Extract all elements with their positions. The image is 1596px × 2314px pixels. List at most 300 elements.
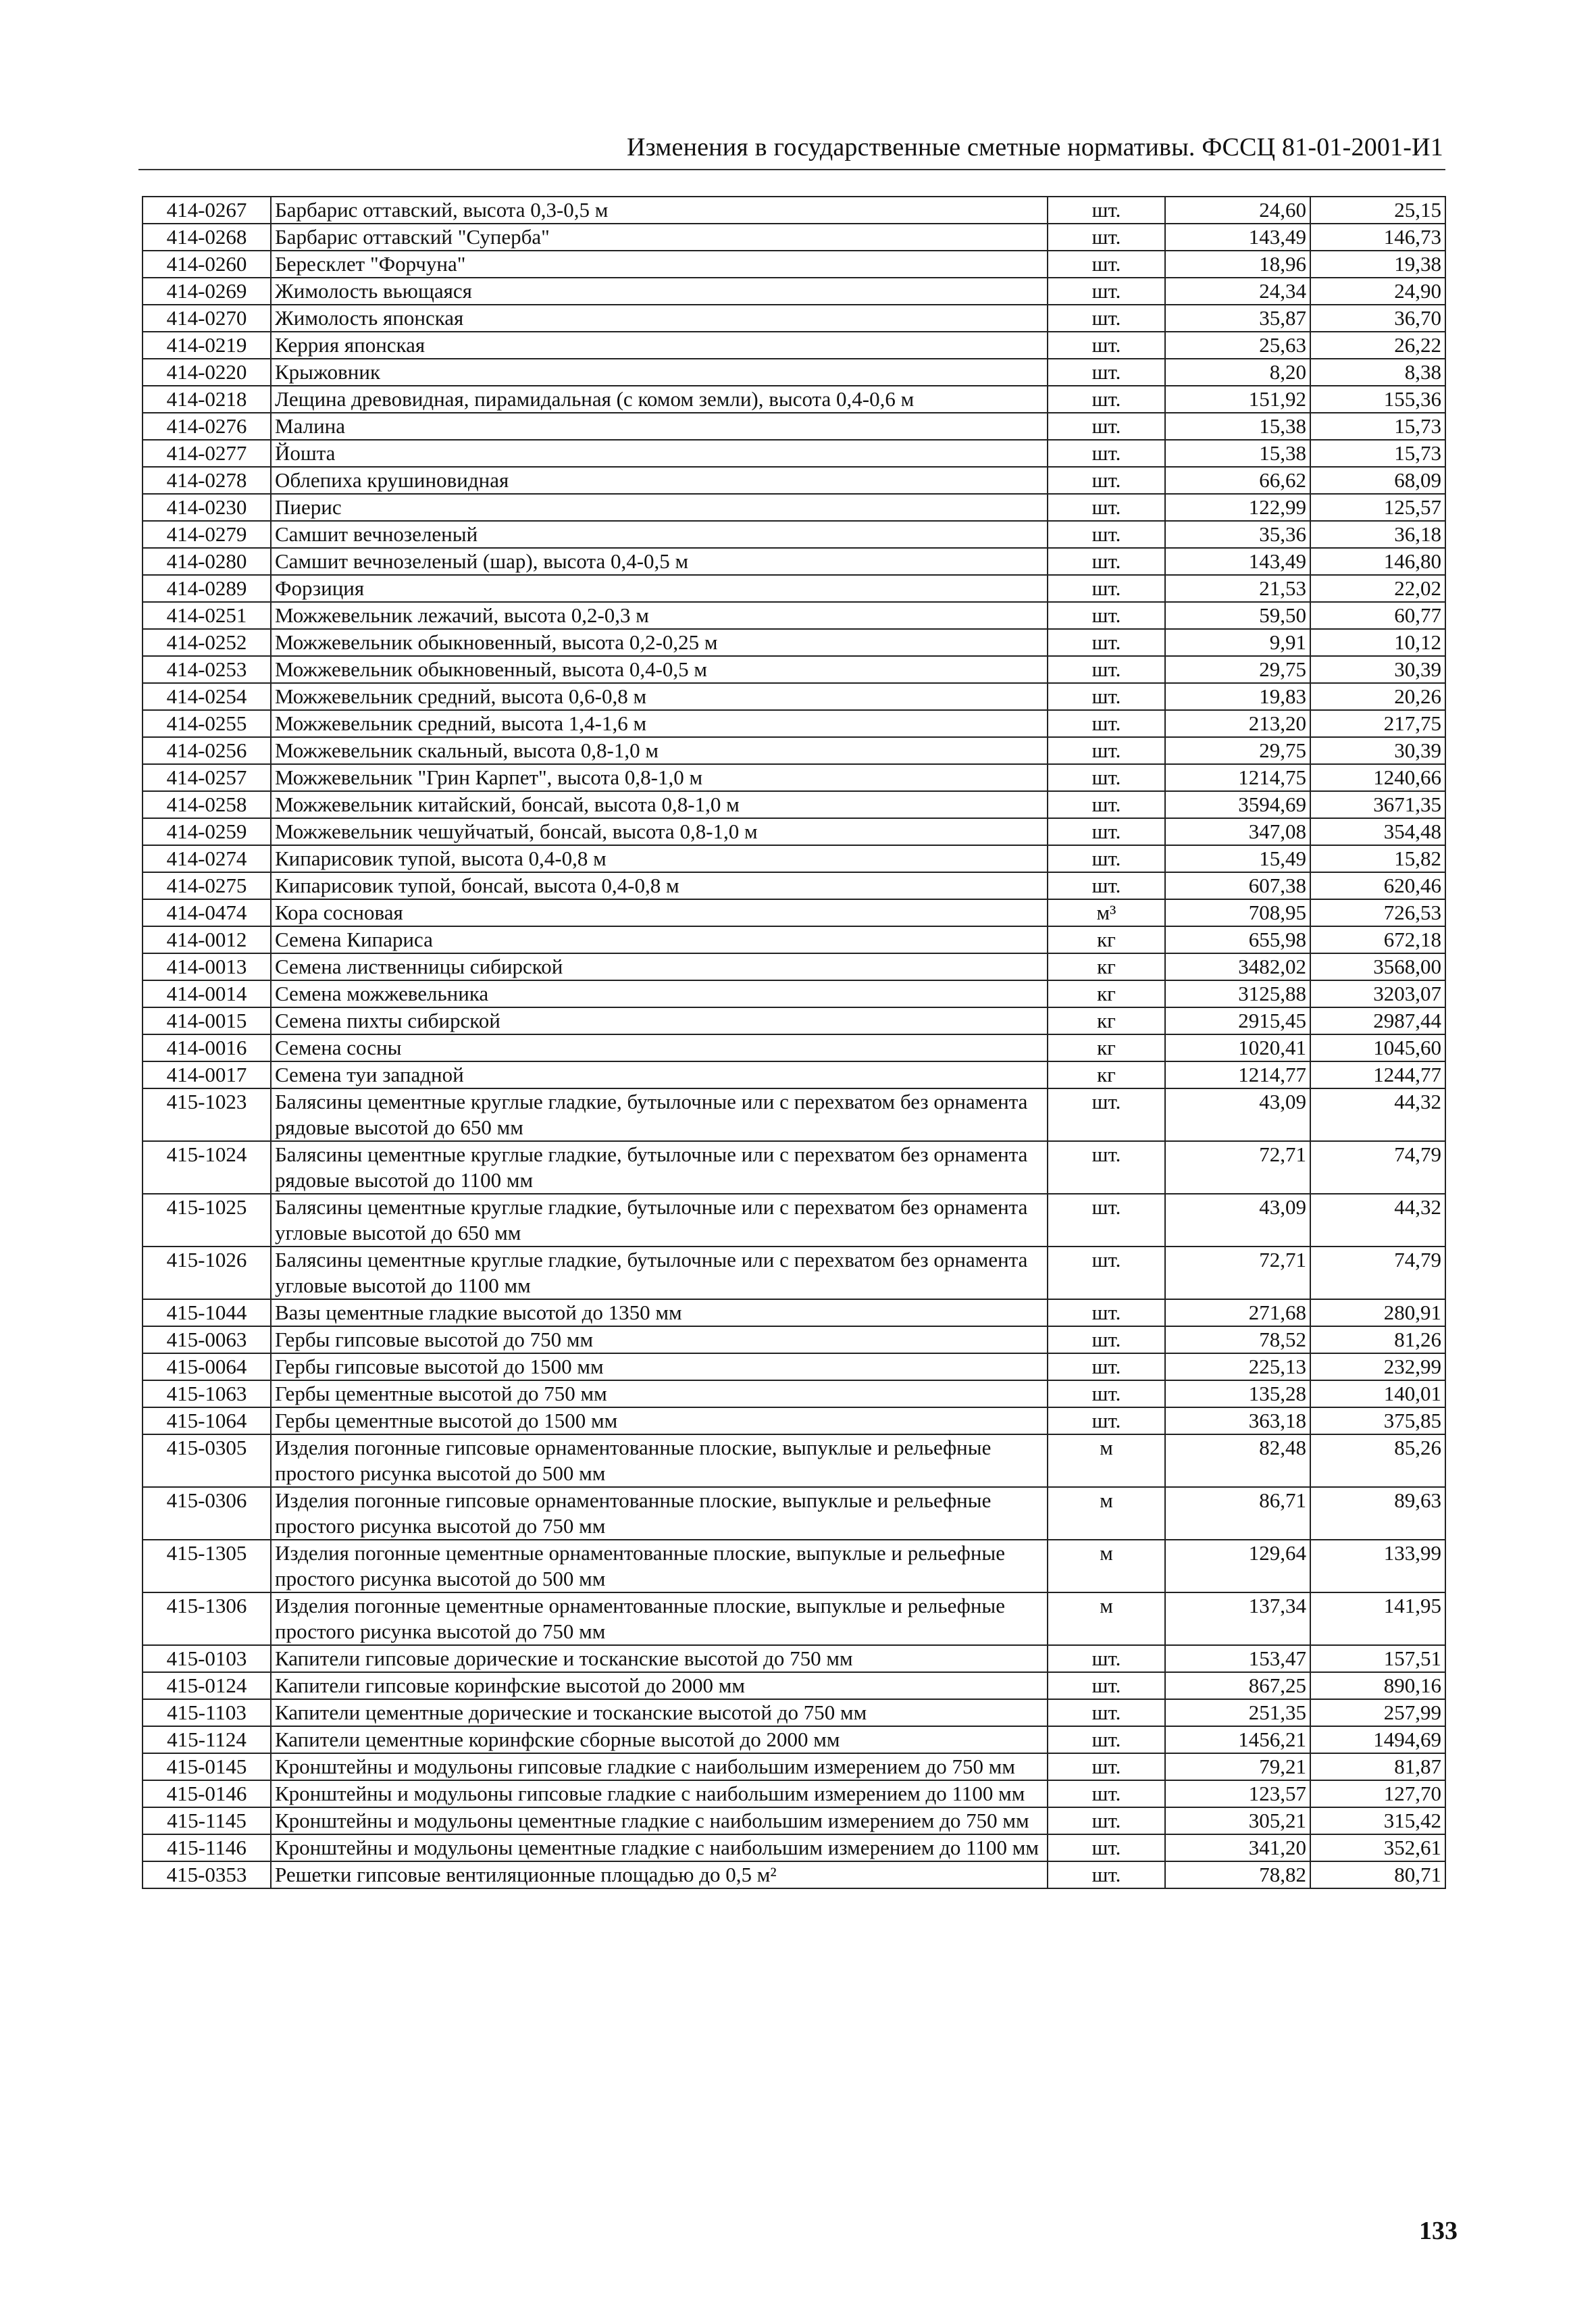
row-price-1: 3594,69	[1165, 791, 1310, 818]
row-price-1: 15,49	[1165, 845, 1310, 872]
table-row	[143, 1326, 1445, 1353]
table-row	[143, 791, 1445, 818]
row-price-2: 36,18	[1310, 521, 1445, 548]
row-price-1: 24,60	[1165, 197, 1310, 224]
row-name: Малина	[271, 413, 1048, 440]
row-price-2: 1494,69	[1310, 1726, 1445, 1753]
row-name: Кронштейны и модульоны цементные гладкие с наибольшим измерением до 1100 мм	[271, 1834, 1048, 1861]
row-price-1: 66,62	[1165, 467, 1310, 494]
row-price-1: 137,34	[1165, 1592, 1310, 1645]
table-row	[143, 1672, 1445, 1699]
row-name: Можжевельник чешуйчатый, бонсай, высота 0,8-1,0 м	[271, 818, 1048, 845]
row-price-1: 607,38	[1165, 872, 1310, 899]
table-row	[143, 386, 1445, 413]
row-unit: шт.	[1048, 1407, 1165, 1434]
table-row	[143, 602, 1445, 629]
table-row	[143, 1061, 1445, 1088]
row-price-2: 726,53	[1310, 899, 1445, 926]
row-unit: шт.	[1048, 413, 1165, 440]
row-name: Гербы цементные высотой до 1500 мм	[271, 1407, 1048, 1434]
row-price-2: 60,77	[1310, 602, 1445, 629]
row-code: 415-1146	[143, 1834, 271, 1861]
row-name: Семена Кипариса	[271, 926, 1048, 953]
table-row	[143, 548, 1445, 575]
row-unit: шт.	[1048, 872, 1165, 899]
row-price-1: 25,63	[1165, 332, 1310, 359]
table-row	[143, 1780, 1445, 1807]
row-price-1: 213,20	[1165, 710, 1310, 737]
table-row	[143, 359, 1445, 386]
row-unit: шт.	[1048, 1645, 1165, 1672]
row-price-2: 620,46	[1310, 872, 1445, 899]
row-price-2: 74,79	[1310, 1247, 1445, 1299]
row-code: 414-0017	[143, 1061, 271, 1088]
row-price-1: 18,96	[1165, 251, 1310, 278]
table-row	[143, 1834, 1445, 1861]
row-unit: кг	[1048, 980, 1165, 1007]
row-price-2: 157,51	[1310, 1645, 1445, 1672]
row-unit: кг	[1048, 1061, 1165, 1088]
row-unit: шт.	[1048, 278, 1165, 305]
row-name: Семена сосны	[271, 1034, 1048, 1061]
row-unit: шт.	[1048, 467, 1165, 494]
row-unit: шт.	[1048, 305, 1165, 332]
row-code: 414-0474	[143, 899, 271, 926]
row-name: Кронштейны и модульоны гипсовые гладкие с наибольшим измерением до 750 мм	[271, 1753, 1048, 1780]
row-code: 415-1103	[143, 1699, 271, 1726]
row-unit: шт.	[1048, 548, 1165, 575]
row-name: Кронштейны и модульоны гипсовые гладкие с наибольшим измерением до 1100 мм	[271, 1780, 1048, 1807]
row-price-2: 140,01	[1310, 1380, 1445, 1407]
row-price-2: 19,38	[1310, 251, 1445, 278]
row-code: 415-0063	[143, 1326, 271, 1353]
row-code: 414-0274	[143, 845, 271, 872]
row-name: Гербы гипсовые высотой до 1500 мм	[271, 1353, 1048, 1380]
row-name: Балясины цементные круглые гладкие, бутылочные или с перехватом без орнамента угловые высотой до 1100 мм	[271, 1247, 1048, 1299]
row-unit: шт.	[1048, 629, 1165, 656]
table-row	[143, 1407, 1445, 1434]
row-price-1: 153,47	[1165, 1645, 1310, 1672]
row-unit: кг	[1048, 926, 1165, 953]
row-name: Можжевельник скальный, высота 0,8-1,0 м	[271, 737, 1048, 764]
row-price-1: 35,87	[1165, 305, 1310, 332]
row-code: 414-0275	[143, 872, 271, 899]
row-name: Изделия погонные гипсовые орнаментованные плоские, выпуклые и рельефные простого рисунка высотой до 500 мм	[271, 1434, 1048, 1487]
row-price-2: 26,22	[1310, 332, 1445, 359]
row-price-1: 347,08	[1165, 818, 1310, 845]
row-unit: м	[1048, 1540, 1165, 1592]
table-row	[143, 683, 1445, 710]
row-price-2: 25,15	[1310, 197, 1445, 224]
row-price-1: 43,09	[1165, 1088, 1310, 1141]
row-price-2: 8,38	[1310, 359, 1445, 386]
row-code: 414-0268	[143, 224, 271, 251]
row-code: 415-1145	[143, 1807, 271, 1834]
row-code: 415-1063	[143, 1380, 271, 1407]
row-name: Капители гипсовые дорические и тосканские высотой до 750 мм	[271, 1645, 1048, 1672]
row-unit: шт.	[1048, 818, 1165, 845]
table-row	[143, 1141, 1445, 1194]
row-unit: шт.	[1048, 197, 1165, 224]
row-name: Барбарис оттавский "Суперба"	[271, 224, 1048, 251]
row-price-1: 72,71	[1165, 1247, 1310, 1299]
row-price-1: 24,34	[1165, 278, 1310, 305]
table-row	[143, 1699, 1445, 1726]
table-row	[143, 197, 1445, 224]
row-code: 414-0270	[143, 305, 271, 332]
row-name: Пиерис	[271, 494, 1048, 521]
row-code: 415-1306	[143, 1592, 271, 1645]
row-name: Самшит вечнозеленый	[271, 521, 1048, 548]
table-row	[143, 1299, 1445, 1326]
row-price-2: 89,63	[1310, 1487, 1445, 1540]
table-row	[143, 1487, 1445, 1540]
table-row	[143, 1861, 1445, 1888]
row-code: 415-0146	[143, 1780, 271, 1807]
row-unit: шт.	[1048, 251, 1165, 278]
row-code: 414-0259	[143, 818, 271, 845]
row-price-2: 125,57	[1310, 494, 1445, 521]
row-name: Можжевельник средний, высота 0,6-0,8 м	[271, 683, 1048, 710]
row-price-1: 363,18	[1165, 1407, 1310, 1434]
table-row	[143, 224, 1445, 251]
row-price-1: 1214,75	[1165, 764, 1310, 791]
row-name: Можжевельник китайский, бонсай, высота 0,8-1,0 м	[271, 791, 1048, 818]
row-price-1: 151,92	[1165, 386, 1310, 413]
row-name: Форзиция	[271, 575, 1048, 602]
row-code: 414-0251	[143, 602, 271, 629]
table-row	[143, 440, 1445, 467]
row-price-2: 15,73	[1310, 440, 1445, 467]
row-name: Семена лиственницы сибирской	[271, 953, 1048, 980]
row-price-2: 217,75	[1310, 710, 1445, 737]
row-name: Лещина древовидная, пирамидальная (с комом земли), высота 0,4-0,6 м	[271, 386, 1048, 413]
row-code: 414-0269	[143, 278, 271, 305]
row-price-2: 3203,07	[1310, 980, 1445, 1007]
row-price-2: 375,85	[1310, 1407, 1445, 1434]
row-name: Барбарис оттавский, высота 0,3-0,5 м	[271, 197, 1048, 224]
row-price-2: 280,91	[1310, 1299, 1445, 1326]
row-name: Балясины цементные круглые гладкие, бутылочные или с перехватом без орнамента рядовые высотой до 1100 мм	[271, 1141, 1048, 1194]
row-price-1: 271,68	[1165, 1299, 1310, 1326]
row-price-1: 341,20	[1165, 1834, 1310, 1861]
row-code: 414-0014	[143, 980, 271, 1007]
row-unit: шт.	[1048, 575, 1165, 602]
row-price-2: 1244,77	[1310, 1061, 1445, 1088]
row-name: Кипарисовик тупой, бонсай, высота 0,4-0,8 м	[271, 872, 1048, 899]
row-unit: шт.	[1048, 1780, 1165, 1807]
row-price-2: 10,12	[1310, 629, 1445, 656]
row-name: Балясины цементные круглые гладкие, бутылочные или с перехватом без орнамента угловые высотой до 650 мм	[271, 1194, 1048, 1247]
row-name: Керрия японская	[271, 332, 1048, 359]
table-row	[143, 872, 1445, 899]
row-unit: кг	[1048, 1007, 1165, 1034]
row-code: 414-0015	[143, 1007, 271, 1034]
table-row	[143, 494, 1445, 521]
row-price-1: 59,50	[1165, 602, 1310, 629]
row-unit: шт.	[1048, 332, 1165, 359]
table-row	[143, 1247, 1445, 1299]
row-unit: шт.	[1048, 710, 1165, 737]
row-code: 414-0256	[143, 737, 271, 764]
row-price-1: 43,09	[1165, 1194, 1310, 1247]
row-code: 414-0252	[143, 629, 271, 656]
row-price-1: 123,57	[1165, 1780, 1310, 1807]
row-price-1: 143,49	[1165, 224, 1310, 251]
row-price-2: 146,73	[1310, 224, 1445, 251]
row-unit: шт.	[1048, 602, 1165, 629]
row-code: 415-1305	[143, 1540, 271, 1592]
row-name: Облепиха крушиновидная	[271, 467, 1048, 494]
table-row	[143, 629, 1445, 656]
row-price-2: 20,26	[1310, 683, 1445, 710]
table-row	[143, 1540, 1445, 1592]
row-price-2: 15,73	[1310, 413, 1445, 440]
row-unit: шт.	[1048, 1699, 1165, 1726]
table-row	[143, 1753, 1445, 1780]
row-price-2: 141,95	[1310, 1592, 1445, 1645]
row-name: Можжевельник обыкновенный, высота 0,4-0,5 м	[271, 656, 1048, 683]
row-price-2: 3671,35	[1310, 791, 1445, 818]
row-code: 415-1064	[143, 1407, 271, 1434]
row-unit: шт.	[1048, 737, 1165, 764]
row-name: Семена можжевельника	[271, 980, 1048, 1007]
row-code: 414-0230	[143, 494, 271, 521]
table-row	[143, 926, 1445, 953]
row-price-1: 135,28	[1165, 1380, 1310, 1407]
row-price-2: 133,99	[1310, 1540, 1445, 1592]
row-price-1: 78,82	[1165, 1861, 1310, 1888]
row-price-1: 225,13	[1165, 1353, 1310, 1380]
row-unit: шт.	[1048, 1861, 1165, 1888]
row-unit: шт.	[1048, 386, 1165, 413]
row-name: Семена туи западной	[271, 1061, 1048, 1088]
row-name: Кронштейны и модульоны цементные гладкие с наибольшим измерением до 750 мм	[271, 1807, 1048, 1834]
row-unit: м	[1048, 1487, 1165, 1540]
row-code: 415-0145	[143, 1753, 271, 1780]
row-code: 414-0278	[143, 467, 271, 494]
row-price-2: 1240,66	[1310, 764, 1445, 791]
header-rule	[138, 169, 1445, 170]
table-row	[143, 980, 1445, 1007]
row-price-2: 81,26	[1310, 1326, 1445, 1353]
row-price-1: 655,98	[1165, 926, 1310, 953]
table-row	[143, 1645, 1445, 1672]
row-price-2: 44,32	[1310, 1088, 1445, 1141]
row-price-1: 21,53	[1165, 575, 1310, 602]
row-name: Капители цементные коринфские сборные высотой до 2000 мм	[271, 1726, 1048, 1753]
row-price-1: 305,21	[1165, 1807, 1310, 1834]
row-name: Йошта	[271, 440, 1048, 467]
row-price-2: 354,48	[1310, 818, 1445, 845]
row-code: 415-0306	[143, 1487, 271, 1540]
row-price-2: 232,99	[1310, 1353, 1445, 1380]
row-name: Самшит вечнозеленый (шар), высота 0,4-0,5 м	[271, 548, 1048, 575]
row-price-2: 80,71	[1310, 1861, 1445, 1888]
row-code: 414-0219	[143, 332, 271, 359]
row-code: 415-0064	[143, 1353, 271, 1380]
table-row	[143, 1034, 1445, 1061]
row-name: Гербы цементные высотой до 750 мм	[271, 1380, 1048, 1407]
row-code: 414-0218	[143, 386, 271, 413]
row-name: Изделия погонные гипсовые орнаментованные плоские, выпуклые и рельефные простого рисунка высотой до 750 мм	[271, 1487, 1048, 1540]
row-price-2: 85,26	[1310, 1434, 1445, 1487]
table-row	[143, 467, 1445, 494]
row-name: Крыжовник	[271, 359, 1048, 386]
row-unit: шт.	[1048, 1672, 1165, 1699]
row-code: 414-0277	[143, 440, 271, 467]
row-code: 414-0289	[143, 575, 271, 602]
row-price-2: 146,80	[1310, 548, 1445, 575]
row-code: 415-0305	[143, 1434, 271, 1487]
row-unit: шт.	[1048, 1141, 1165, 1194]
row-price-1: 15,38	[1165, 413, 1310, 440]
row-code: 415-1124	[143, 1726, 271, 1753]
table-row	[143, 899, 1445, 926]
row-code: 414-0279	[143, 521, 271, 548]
row-unit: шт.	[1048, 683, 1165, 710]
row-price-2: 30,39	[1310, 737, 1445, 764]
row-price-1: 251,35	[1165, 1699, 1310, 1726]
row-unit: шт.	[1048, 845, 1165, 872]
row-price-1: 1020,41	[1165, 1034, 1310, 1061]
row-price-1: 2915,45	[1165, 1007, 1310, 1034]
row-code: 414-0254	[143, 683, 271, 710]
row-price-1: 129,64	[1165, 1540, 1310, 1592]
row-price-2: 352,61	[1310, 1834, 1445, 1861]
row-price-1: 867,25	[1165, 1672, 1310, 1699]
row-price-1: 82,48	[1165, 1434, 1310, 1487]
row-name: Изделия погонные цементные орнаментованные плоские, выпуклые и рельефные простого рисунка высотой до 500 мм	[271, 1540, 1048, 1592]
row-price-2: 315,42	[1310, 1807, 1445, 1834]
row-unit: шт.	[1048, 1088, 1165, 1141]
row-price-2: 24,90	[1310, 278, 1445, 305]
row-unit: шт.	[1048, 1807, 1165, 1834]
row-name: Жимолость вьющаяся	[271, 278, 1048, 305]
row-price-1: 1214,77	[1165, 1061, 1310, 1088]
row-code: 415-1026	[143, 1247, 271, 1299]
table-row	[143, 1434, 1445, 1487]
table-row	[143, 1353, 1445, 1380]
row-unit: шт.	[1048, 1353, 1165, 1380]
row-price-2: 672,18	[1310, 926, 1445, 953]
row-unit: шт.	[1048, 1834, 1165, 1861]
table-row	[143, 764, 1445, 791]
row-code: 414-0258	[143, 791, 271, 818]
row-code: 415-0124	[143, 1672, 271, 1699]
row-price-2: 127,70	[1310, 1780, 1445, 1807]
table-row	[143, 710, 1445, 737]
row-unit: шт.	[1048, 1247, 1165, 1299]
row-unit: шт.	[1048, 764, 1165, 791]
row-unit: шт.	[1048, 1380, 1165, 1407]
row-unit: шт.	[1048, 440, 1165, 467]
row-name: Кипарисовик тупой, высота 0,4-0,8 м	[271, 845, 1048, 872]
row-price-2: 22,02	[1310, 575, 1445, 602]
table-row	[143, 1088, 1445, 1141]
row-unit: шт.	[1048, 1726, 1165, 1753]
row-price-1: 708,95	[1165, 899, 1310, 926]
row-unit: м³	[1048, 899, 1165, 926]
table-row	[143, 278, 1445, 305]
row-price-2: 44,32	[1310, 1194, 1445, 1247]
row-name: Балясины цементные круглые гладкие, бутылочные или с перехватом без орнамента рядовые высотой до 650 мм	[271, 1088, 1048, 1141]
row-name: Кора сосновая	[271, 899, 1048, 926]
row-name: Капители гипсовые коринфские высотой до 2000 мм	[271, 1672, 1048, 1699]
row-unit: шт.	[1048, 1299, 1165, 1326]
row-name: Бересклет "Форчуна"	[271, 251, 1048, 278]
row-code: 414-0012	[143, 926, 271, 953]
table-row	[143, 656, 1445, 683]
page-number: 133	[1419, 2217, 1458, 2245]
row-price-2: 15,82	[1310, 845, 1445, 872]
row-name: Жимолость японская	[271, 305, 1048, 332]
row-name: Можжевельник обыкновенный, высота 0,2-0,25 м	[271, 629, 1048, 656]
table-row	[143, 845, 1445, 872]
row-code: 414-0013	[143, 953, 271, 980]
table-row	[143, 953, 1445, 980]
row-price-1: 3482,02	[1165, 953, 1310, 980]
row-name: Гербы гипсовые высотой до 750 мм	[271, 1326, 1048, 1353]
row-code: 414-0260	[143, 251, 271, 278]
row-code: 414-0276	[143, 413, 271, 440]
row-code: 415-1023	[143, 1088, 271, 1141]
row-price-2: 257,99	[1310, 1699, 1445, 1726]
row-name: Семена пихты сибирской	[271, 1007, 1048, 1034]
row-unit: шт.	[1048, 224, 1165, 251]
row-price-1: 29,75	[1165, 737, 1310, 764]
row-price-2: 74,79	[1310, 1141, 1445, 1194]
row-price-2: 3568,00	[1310, 953, 1445, 980]
row-unit: шт.	[1048, 494, 1165, 521]
row-price-1: 86,71	[1165, 1487, 1310, 1540]
row-code: 414-0280	[143, 548, 271, 575]
row-name: Можжевельник средний, высота 1,4-1,6 м	[271, 710, 1048, 737]
row-code: 415-0353	[143, 1861, 271, 1888]
row-price-1: 15,38	[1165, 440, 1310, 467]
table-row	[143, 413, 1445, 440]
page-header: Изменения в государственные сметные нормативы. ФССЦ 81-01-2001-И1	[626, 133, 1443, 161]
row-unit: шт.	[1048, 1194, 1165, 1247]
row-code: 414-0016	[143, 1034, 271, 1061]
row-unit: шт.	[1048, 1753, 1165, 1780]
row-price-1: 9,91	[1165, 629, 1310, 656]
row-price-1: 143,49	[1165, 548, 1310, 575]
table-row	[143, 575, 1445, 602]
table-row	[143, 332, 1445, 359]
row-price-1: 3125,88	[1165, 980, 1310, 1007]
price-table	[142, 196, 1446, 1889]
row-code: 414-0267	[143, 197, 271, 224]
row-price-2: 36,70	[1310, 305, 1445, 332]
row-price-1: 8,20	[1165, 359, 1310, 386]
row-name: Можжевельник "Грин Карпет", высота 0,8-1,0 м	[271, 764, 1048, 791]
row-code: 414-0253	[143, 656, 271, 683]
row-price-1: 19,83	[1165, 683, 1310, 710]
row-unit: кг	[1048, 953, 1165, 980]
row-name: Изделия погонные цементные орнаментованные плоские, выпуклые и рельефные простого рисунка высотой до 750 мм	[271, 1592, 1048, 1645]
table-row	[143, 1380, 1445, 1407]
table-row	[143, 818, 1445, 845]
row-unit: шт.	[1048, 791, 1165, 818]
row-price-1: 1456,21	[1165, 1726, 1310, 1753]
row-price-2: 81,87	[1310, 1753, 1445, 1780]
row-unit: кг	[1048, 1034, 1165, 1061]
row-price-1: 35,36	[1165, 521, 1310, 548]
row-unit: шт.	[1048, 656, 1165, 683]
row-price-2: 155,36	[1310, 386, 1445, 413]
row-code: 415-0103	[143, 1645, 271, 1672]
